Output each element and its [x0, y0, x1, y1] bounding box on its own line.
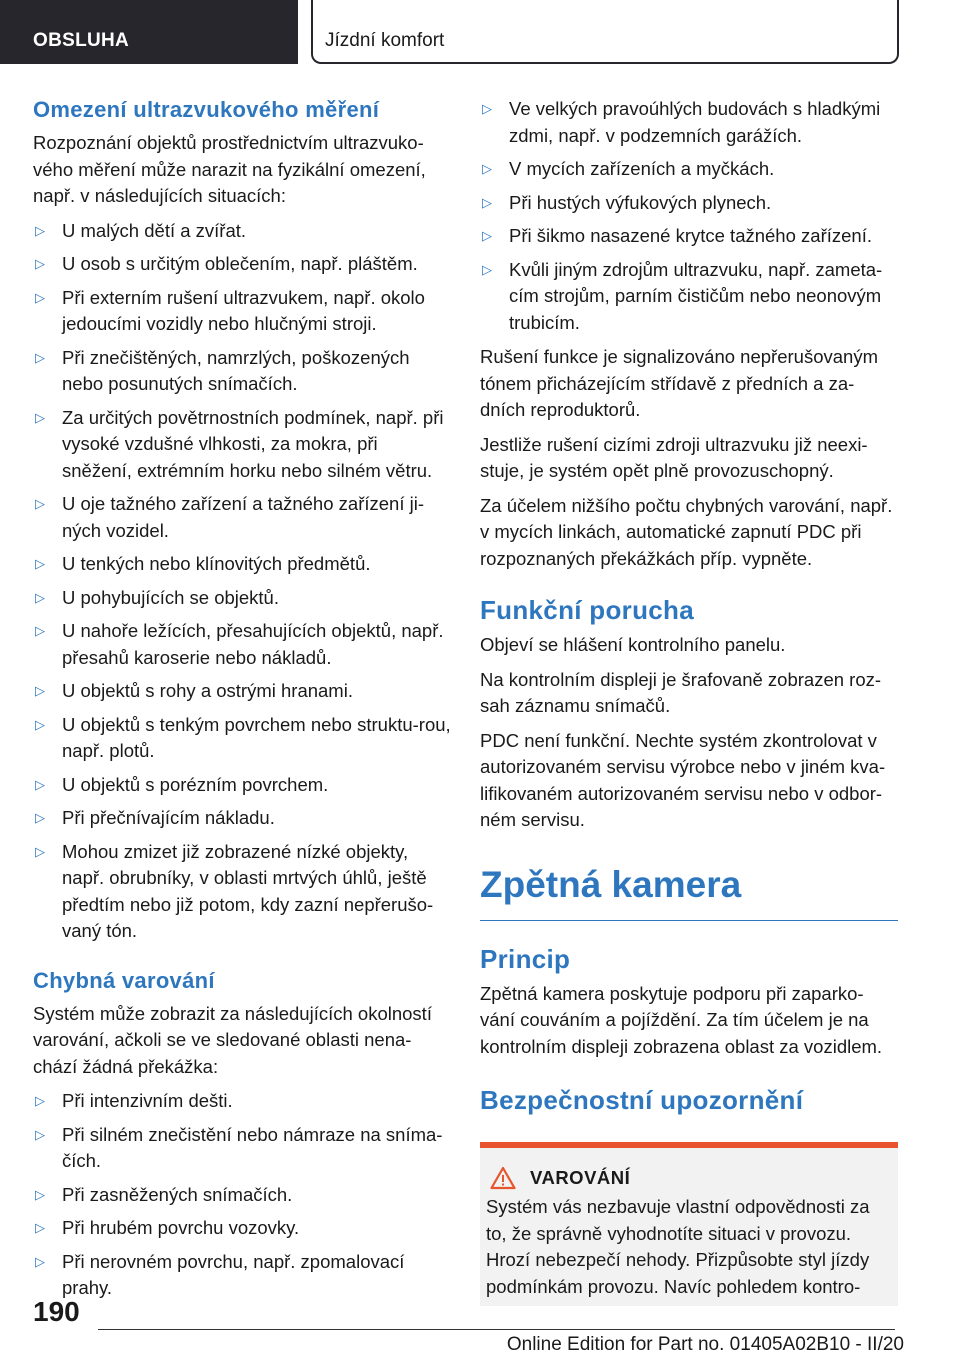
warning-label: VAROVÁNÍ [530, 1167, 631, 1188]
list-item: ▷ Při šikmo nasazené krytce tažného zařízení. [480, 223, 898, 250]
chapter-label: Jízdní komfort [325, 30, 445, 51]
list-item: ▷ Kvůli jiným zdrojům ultrazvuku, např. zameta-cím strojům, parním čističům nebo neonovým trubicím. [482, 258, 883, 333]
triangle-bullet-icon: ▷ [482, 228, 492, 243]
list-item: ▷ Při znečištěných, namrzlých, poškozených nebo posunutých snímačích. [35, 346, 410, 394]
triangle-bullet-icon: ▷ [482, 261, 492, 277]
list-item: ▷ U objektů s tenkým povrchem nebo struktu-rou, např. plotů. [35, 713, 451, 761]
triangle-bullet-icon: ▷ [35, 843, 45, 859]
triangle-bullet-icon: ▷ [35, 1253, 45, 1269]
paragraph-recovery: Jestliže rušení cizími zdroji ultrazvuku již neexi-stuje, je systém opět plně provozuschopný. [480, 433, 868, 481]
list-item: ▷ Při hrubém povrchu vozovky. [33, 1215, 451, 1242]
paragraph-malfunction-1: Objeví se hlášení kontrolního panelu. [480, 634, 786, 655]
list-item: ▷ Při zasněžených snímačích. [33, 1182, 451, 1209]
triangle-bullet-icon: ▷ [35, 1186, 45, 1202]
list-item: ▷ V mycích zařízeních a myčkách. [480, 156, 898, 183]
list-item: ▷ U osob s určitým oblečením, např. pláštěm. [33, 251, 451, 278]
heading-safety: Bezpečnostní upozornění [480, 1085, 804, 1115]
list-item: ▷ U malých dětí a zvířat. [33, 218, 451, 245]
heading-principle: Princip [480, 943, 571, 974]
triangle-bullet-icon: ▷ [35, 776, 45, 792]
triangle-bullet-icon: ▷ [482, 194, 492, 210]
list-item: ▷ U objektů s porézním povrchem. [33, 772, 451, 799]
triangle-bullet-icon: ▷ [35, 409, 45, 425]
heading-limits: Omezení ultrazvukového měření [33, 97, 380, 122]
edition-note: Online Edition for Part no. 01405A02B10 - II/20 [506, 1334, 904, 1355]
paragraph-interference: Rušení funkce je signalizováno nepřerušovaným tónem přicházejícím střídavě z předních a za-dních reproduktorů. [480, 346, 878, 420]
warning-text: Systém vás nezbavuje vlastní odpovědnosti za to, že správně vyhodnotíte situaci v provozu. Hrozí nebezpečí nehody. Přizpůsobte styl jízdy podmínkám provozu. Navíc pohledem kontro- [486, 1196, 870, 1297]
triangle-bullet-icon: ▷ [35, 1220, 45, 1235]
triangle-bullet-icon: ▷ [35, 256, 45, 271]
chapter-tab [311, 0, 899, 64]
paragraph-malfunction-3: PDC není funkční. Nechte systém zkontrolovat v autorizovaném servisu výrobce nebo v jiném kva-lifikovaném autorizovaném servisu nebo v odbor-ném servisu. [480, 729, 886, 830]
heading-rear-camera: Zpětná kamera [480, 862, 898, 921]
section-label: OBSLUHA [33, 30, 130, 51]
list-item: ▷ Mohou zmizet již zobrazené nízké objekty, např. obrubníky, v oblasti mrtvých úhlů, ještě předtím nebo již potom, kdy zazní nepřerušo-vaný tón. [35, 840, 434, 941]
list-item: ▷ U pohybujících se objektů. [33, 585, 451, 612]
list-item: ▷ Při externím rušení ultrazvukem, např. okolo jedoucími vozidly nebo hlučnými stroji. [35, 286, 425, 334]
warning-triangle-icon [490, 1166, 516, 1190]
warning-box [480, 1142, 898, 1306]
paragraph-pdc-tip: Za účelem nižšího počtu chybných varování, např. v mycích linkách, automatické zapnutí PDC při rozpoznaných překážkách příp. vypněte. [480, 494, 893, 569]
paragraph-limits: Rozpoznání objektů prostřednictvím ultrazvuko-vého měření může narazit na fyzikální omezení, např. v následujících situacích: [33, 132, 426, 206]
section-tab [0, 0, 298, 64]
triangle-bullet-icon: ▷ [35, 289, 45, 305]
triangle-bullet-icon: ▷ [35, 589, 45, 605]
right-column [480, 96, 898, 1306]
triangle-bullet-icon: ▷ [35, 683, 45, 698]
triangle-bullet-icon: ▷ [35, 222, 45, 238]
list-item: ▷ Za určitých povětrnostních podmínek, např. při vysoké vzdušné vlhkosti, za mokra, při sněžení, extrémním horku nebo silném větru. [35, 406, 444, 481]
triangle-bullet-icon: ▷ [35, 349, 45, 365]
list-false-warnings [33, 1088, 451, 1302]
list-item: ▷ U tenkých nebo klínovitých předmětů. [33, 551, 451, 578]
list-item: ▷ U nahoře ležících, přesahujících objektů, např. přesahů karoserie nebo nákladů. [35, 620, 444, 668]
triangle-bullet-icon: ▷ [35, 556, 45, 571]
footer-divider [98, 1329, 895, 1330]
left-column [33, 96, 451, 1310]
list-item: ▷ Při hustých výfukových plynech. [480, 190, 898, 217]
warning-title [486, 1166, 888, 1190]
triangle-bullet-icon: ▷ [482, 101, 492, 116]
list-item: ▷ U objektů s rohy a ostrými hranami. [33, 678, 451, 705]
list-limits [33, 218, 451, 945]
heading-malfunction: Funkční porucha [480, 595, 694, 625]
page-number: 190 [33, 1296, 80, 1327]
list-item: ▷ Ve velkých pravoúhlých budovách s hladkými zdmi, např. v podzemních garážích. [482, 98, 881, 146]
heading-false-warnings: Chybná varování [33, 967, 215, 993]
list-item: ▷ Při silném znečistění nebo námraze na sníma-čích. [35, 1123, 443, 1171]
paragraph-false-warnings: Systém může zobrazit za následujících okolností varování, ačkoli se ve sledované oblasti nena-chází žádná překážka: [33, 1002, 432, 1077]
list-item: ▷ U oje tažného zařízení a tažného zařízení ji-ných vozidel. [35, 493, 424, 541]
paragraph-principle: Zpětná kamera poskytuje podporu při zaparko-vání couváním a pojíždění. Za tím účelem je na kontrolním displeji zobrazena oblast za vozidlem. [480, 982, 883, 1057]
list-item: ▷ Při intenzivním dešti. [33, 1088, 451, 1115]
triangle-bullet-icon: ▷ [35, 1126, 45, 1142]
triangle-bullet-icon: ▷ [35, 716, 45, 732]
triangle-bullet-icon: ▷ [482, 161, 492, 176]
list-item: ▷ Při nerovném povrchu, např. zpomalovací prahy. [35, 1250, 405, 1298]
triangle-bullet-icon: ▷ [35, 496, 45, 511]
paragraph-malfunction-2: Na kontrolním displeji je šrafovaně zobrazen roz-sah záznamu snímačů. [480, 668, 882, 716]
triangle-bullet-icon: ▷ [35, 810, 45, 825]
list-continued [480, 96, 898, 336]
list-item: ▷ Při přečnívajícím nákladu. [33, 805, 451, 832]
triangle-bullet-icon: ▷ [35, 623, 45, 638]
triangle-bullet-icon: ▷ [35, 1093, 45, 1108]
